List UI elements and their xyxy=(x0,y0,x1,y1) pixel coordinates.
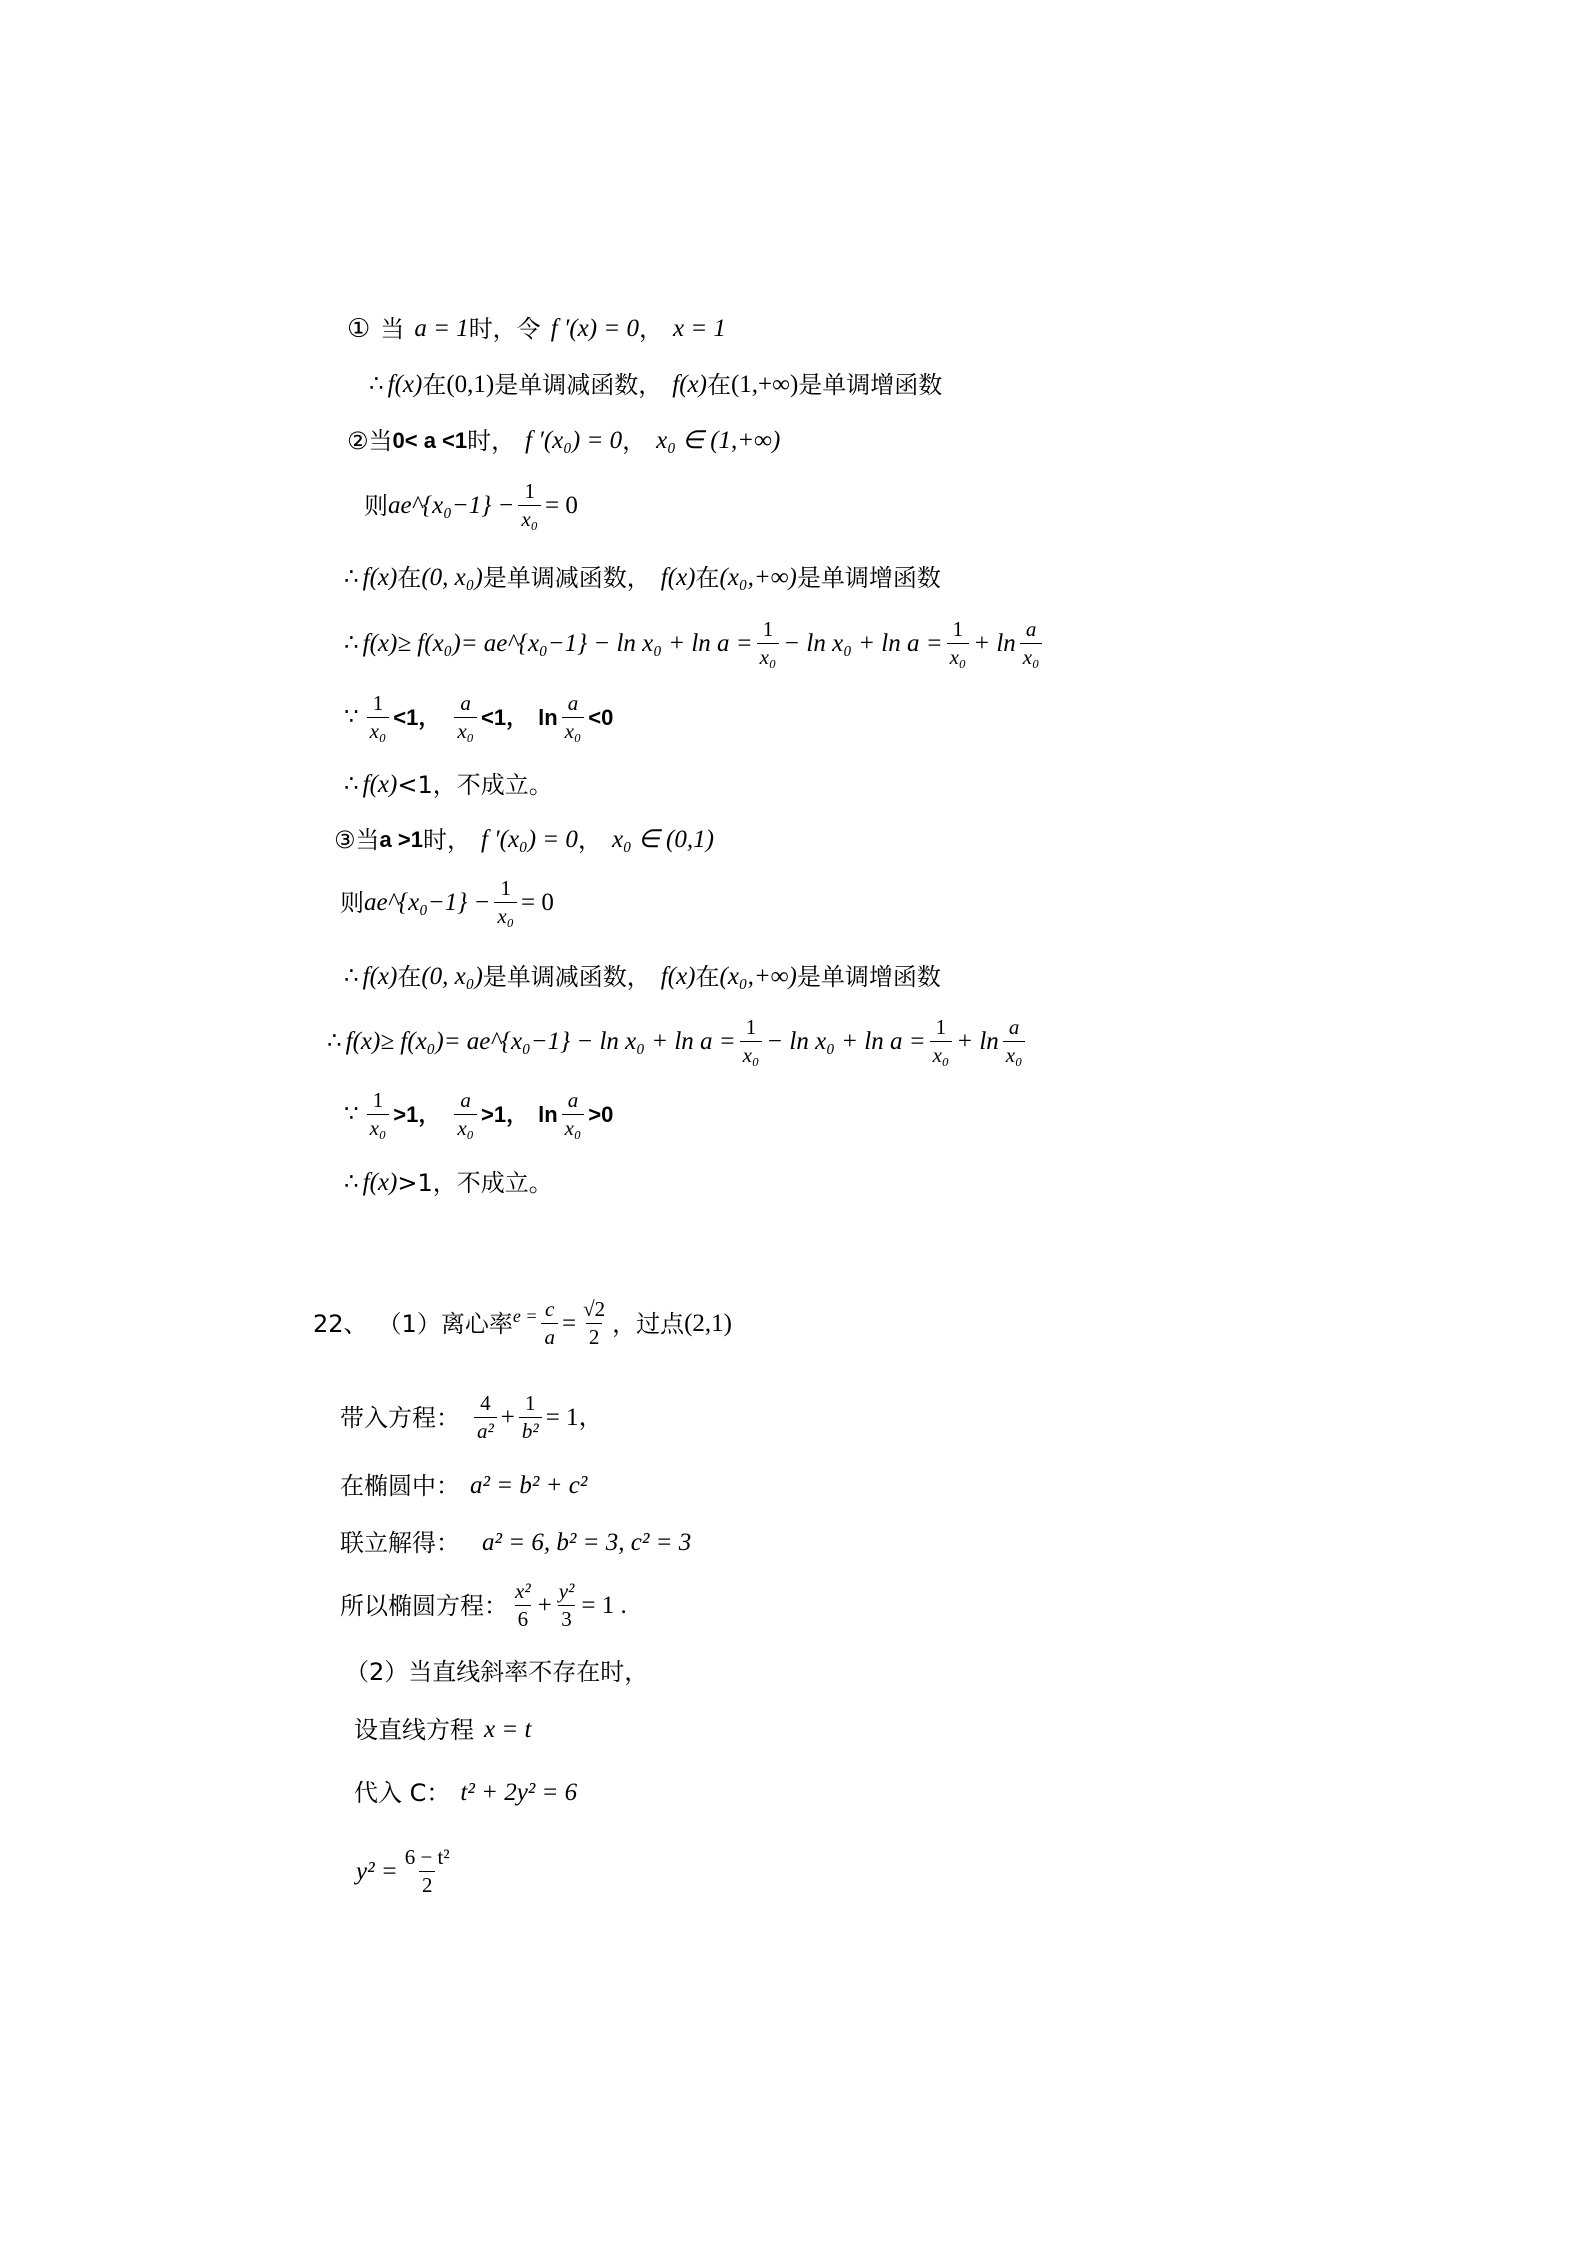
substitute-c-label: 代入 C： xyxy=(354,1778,451,1807)
rhs: = 0 xyxy=(521,889,554,916)
fraction xyxy=(1020,618,1043,668)
case3-condition: a >1 xyxy=(379,826,423,852)
fraction xyxy=(947,618,970,668)
case2-line-4 xyxy=(340,617,1046,669)
interval: (x₀,+∞) xyxy=(719,564,797,591)
relation-label: 在椭圆中： xyxy=(340,1471,460,1500)
line-equation: x = t xyxy=(484,1716,532,1743)
fraction xyxy=(562,1089,585,1139)
case3-line-5 xyxy=(340,1088,614,1140)
numerator: a xyxy=(567,1088,579,1113)
denominator: x₀ xyxy=(518,505,541,531)
relation-line xyxy=(340,1471,588,1500)
numerator: a xyxy=(460,691,471,716)
fraction xyxy=(1003,1016,1026,1066)
denominator: 6 xyxy=(515,1605,532,1631)
solve-line xyxy=(340,1528,692,1557)
ellipse-label: 所以椭圆方程： xyxy=(340,1591,508,1620)
rhs: = 0 xyxy=(545,492,578,519)
denominator: 3 xyxy=(558,1605,575,1631)
shi-text: 时， xyxy=(422,825,471,854)
numerator: 1 xyxy=(524,479,535,504)
case3-derivative-eq: f ′(x₀) = 0 xyxy=(480,826,578,853)
point: (2,1) xyxy=(684,1310,733,1337)
fraction xyxy=(402,1846,453,1896)
ln-text: ln xyxy=(538,1101,558,1127)
comma: ， xyxy=(577,825,602,854)
denominator: x₀ xyxy=(757,643,780,669)
fraction xyxy=(930,1016,953,1066)
inequality-chain: + ln xyxy=(956,1028,999,1055)
conclusion-text: <1，不成立。 xyxy=(397,770,553,799)
therefore-symbol: ∴ xyxy=(327,1028,342,1054)
fx: f(x) xyxy=(362,564,398,591)
case2-condition: 0< a <1 xyxy=(392,427,468,453)
fraction xyxy=(757,618,780,668)
substitute-c-line xyxy=(354,1778,578,1807)
zai-text: 在 xyxy=(706,370,731,399)
therefore-symbol: ∴ xyxy=(344,771,359,797)
case3-line-1 xyxy=(334,825,714,854)
case1-root: x = 1 xyxy=(672,315,726,342)
relation: <1， xyxy=(480,704,529,730)
solve-eq: a² = 6, b² = 3, c² = 3 xyxy=(482,1529,692,1556)
zai-text: 在 xyxy=(695,563,720,592)
interval: (0, x₀) xyxy=(421,564,483,591)
problem22-heading xyxy=(313,1297,733,1349)
fraction xyxy=(518,480,541,530)
increasing-text: 是单调增函数 xyxy=(796,563,941,592)
therefore-symbol: ∴ xyxy=(344,564,359,590)
conclusion-text: >1，不成立。 xyxy=(397,1168,553,1197)
denominator: x₀ xyxy=(1020,643,1043,669)
because-symbol: ∵ xyxy=(344,704,359,730)
zai-text: 在 xyxy=(397,563,422,592)
relation-eq: a² = b² + c² xyxy=(470,1472,588,1499)
interval: (1,+∞) xyxy=(730,371,799,398)
denominator: a² xyxy=(474,1417,497,1443)
fraction xyxy=(494,877,517,927)
inequality-chain: f(x)≥ f(x₀)= ae^{x₀−1} − ln x₀ + ln a = xyxy=(345,1028,736,1055)
numerator: 1 xyxy=(762,617,774,642)
case1-shi: 时，令 xyxy=(468,314,541,343)
case1-when: 当 xyxy=(380,314,405,343)
decreasing-text: 是单调减函数， xyxy=(482,962,651,991)
case1-derivative-eq: f ′(x) = 0 xyxy=(550,315,639,342)
rhs: = 1， xyxy=(545,1404,604,1431)
denominator: a xyxy=(541,1323,558,1349)
denominator: x₀ xyxy=(930,1041,953,1067)
part1-label: （1）离心率 xyxy=(377,1309,513,1338)
interval: (0,1) xyxy=(446,371,495,398)
fraction xyxy=(367,692,390,742)
case2-derivative-eq: f ′(x₀) = 0 xyxy=(525,427,623,454)
fx: f(x) xyxy=(387,371,423,398)
fraction xyxy=(367,1089,390,1139)
exp-expression: ae^{x₀−1} − xyxy=(364,889,491,916)
relation: >1， xyxy=(393,1101,441,1127)
numerator: 1 xyxy=(935,1015,947,1040)
interval: (0, x₀) xyxy=(421,963,483,990)
therefore-symbol: ∴ xyxy=(344,1169,359,1195)
zai-text: 在 xyxy=(422,370,447,399)
denominator: b² xyxy=(519,1417,542,1443)
equals: = xyxy=(561,1310,577,1337)
fraction xyxy=(580,1298,608,1348)
y-squared-line xyxy=(356,1845,457,1897)
denominator: x₀ xyxy=(562,717,585,743)
fx: f(x) xyxy=(672,371,707,398)
numerator: √2 xyxy=(583,1297,606,1322)
numerator: 1 xyxy=(372,1088,384,1113)
therefore-symbol: ∴ xyxy=(344,630,359,656)
case3-line-4 xyxy=(323,1015,1029,1067)
numerator: a xyxy=(460,1088,471,1113)
y-squared-lhs: y² = xyxy=(356,1858,398,1885)
therefore-symbol: ∴ xyxy=(369,371,384,397)
denominator: 2 xyxy=(419,1871,436,1897)
fraction xyxy=(541,1298,558,1348)
part2-line xyxy=(345,1657,649,1686)
fx: f(x) xyxy=(660,963,696,990)
numerator: c xyxy=(545,1297,555,1322)
case3-root: x₀ ∈ (0,1) xyxy=(611,826,714,853)
ellipse-equation-line xyxy=(340,1579,627,1631)
case3-marker: ③当 xyxy=(334,825,380,854)
denominator: x₀ xyxy=(947,643,970,669)
numerator: 1 xyxy=(500,876,511,901)
part2-label: （2）当直线斜率不存在时， xyxy=(345,1657,649,1686)
exp-expression: ae^{x₀−1} − xyxy=(388,492,515,519)
fx: f(x) xyxy=(362,771,398,798)
zai-text: 在 xyxy=(397,962,422,991)
denominator: x₀ xyxy=(740,1041,763,1067)
shi-text: 时， xyxy=(467,426,516,455)
fraction xyxy=(519,1392,542,1442)
numerator: y² xyxy=(558,1579,575,1604)
case2-line-2 xyxy=(364,479,578,531)
inequality-chain: f(x)≥ f(x₀)= ae^{x₀−1} − ln x₀ + ln a = xyxy=(362,630,753,657)
comma: ， xyxy=(622,426,647,455)
case1-comma: ， xyxy=(638,314,663,343)
denominator: x₀ xyxy=(1003,1041,1026,1067)
ze-text: 则 xyxy=(340,888,364,917)
substitute-label: 带入方程： xyxy=(340,1403,460,1432)
denominator: x₀ xyxy=(367,1114,390,1140)
decreasing-text: 是单调减函数， xyxy=(494,370,663,399)
point-text: ，过点 xyxy=(612,1309,685,1338)
case2-conclusion xyxy=(340,770,553,799)
case1-condition: a = 1 xyxy=(414,315,469,342)
decreasing-text: 是单调减函数， xyxy=(482,563,651,592)
inequality-chain: + ln xyxy=(973,630,1016,657)
plus: + xyxy=(537,1592,552,1619)
substitute-c-eq: t² + 2y² = 6 xyxy=(460,1779,578,1806)
case2-line-3 xyxy=(340,563,941,592)
line-equation-label: 设直线方程 xyxy=(354,1715,474,1744)
fraction xyxy=(740,1016,763,1066)
case1-marker: ① xyxy=(347,313,371,344)
case2-line-1 xyxy=(347,426,781,455)
relation: <1， xyxy=(393,704,441,730)
substitute-line xyxy=(340,1391,604,1443)
numerator: a xyxy=(1025,617,1037,642)
relation: <0 xyxy=(588,704,614,730)
numerator: a xyxy=(1008,1015,1020,1040)
denominator: x₀ xyxy=(367,717,390,743)
numerator: 6 − t² xyxy=(404,1845,450,1870)
case3-conclusion xyxy=(340,1168,553,1197)
denominator: x₀ xyxy=(454,1114,477,1140)
interval: (x₀,+∞) xyxy=(719,963,797,990)
zai-text: 在 xyxy=(695,962,720,991)
relation: >1， xyxy=(480,1101,529,1127)
fraction xyxy=(454,1089,477,1139)
numerator: x² xyxy=(515,1579,531,1604)
inequality-chain: − ln x₀ + ln a = xyxy=(783,630,943,657)
therefore-symbol: ∴ xyxy=(344,963,359,989)
case2-line-5 xyxy=(340,691,614,743)
numerator: 1 xyxy=(745,1015,757,1040)
fx: f(x) xyxy=(660,564,696,591)
case1-line-2 xyxy=(365,370,943,399)
case3-line-3 xyxy=(340,962,941,991)
eccentricity-lhs: e = xyxy=(512,1305,538,1326)
rhs: = 1 . xyxy=(581,1592,627,1619)
fraction xyxy=(512,1580,534,1630)
case2-marker: ②当 xyxy=(347,426,393,455)
plus: + xyxy=(500,1404,515,1431)
case3-line-2 xyxy=(340,876,554,928)
ze-text: 则 xyxy=(364,491,388,520)
solve-label: 联立解得： xyxy=(340,1528,460,1557)
relation: >0 xyxy=(588,1101,614,1127)
case2-root: x₀ ∈ (1,+∞) xyxy=(656,427,781,454)
increasing-text: 是单调增函数 xyxy=(796,962,941,991)
denominator: 2 xyxy=(586,1323,603,1349)
fraction xyxy=(454,692,477,742)
numerator: 4 xyxy=(480,1391,491,1416)
fraction xyxy=(556,1580,578,1630)
line-equation-line xyxy=(354,1715,532,1744)
fx: f(x) xyxy=(362,963,398,990)
fraction xyxy=(562,692,585,742)
numerator: 1 xyxy=(525,1391,536,1416)
case1-line-1 xyxy=(347,313,726,344)
numerator: 1 xyxy=(952,617,964,642)
denominator: x₀ xyxy=(454,717,477,743)
denominator: x₀ xyxy=(494,902,517,928)
numerator: 1 xyxy=(372,691,384,716)
denominator: x₀ xyxy=(562,1114,585,1140)
problem-number: 22、 xyxy=(313,1309,368,1338)
inequality-chain: − ln x₀ + ln a = xyxy=(766,1028,926,1055)
fraction xyxy=(474,1392,497,1442)
ln-text: ln xyxy=(538,704,558,730)
increasing-text: 是单调增函数 xyxy=(798,370,943,399)
numerator: a xyxy=(567,691,579,716)
fx: f(x) xyxy=(362,1169,398,1196)
because-symbol: ∵ xyxy=(344,1101,359,1127)
